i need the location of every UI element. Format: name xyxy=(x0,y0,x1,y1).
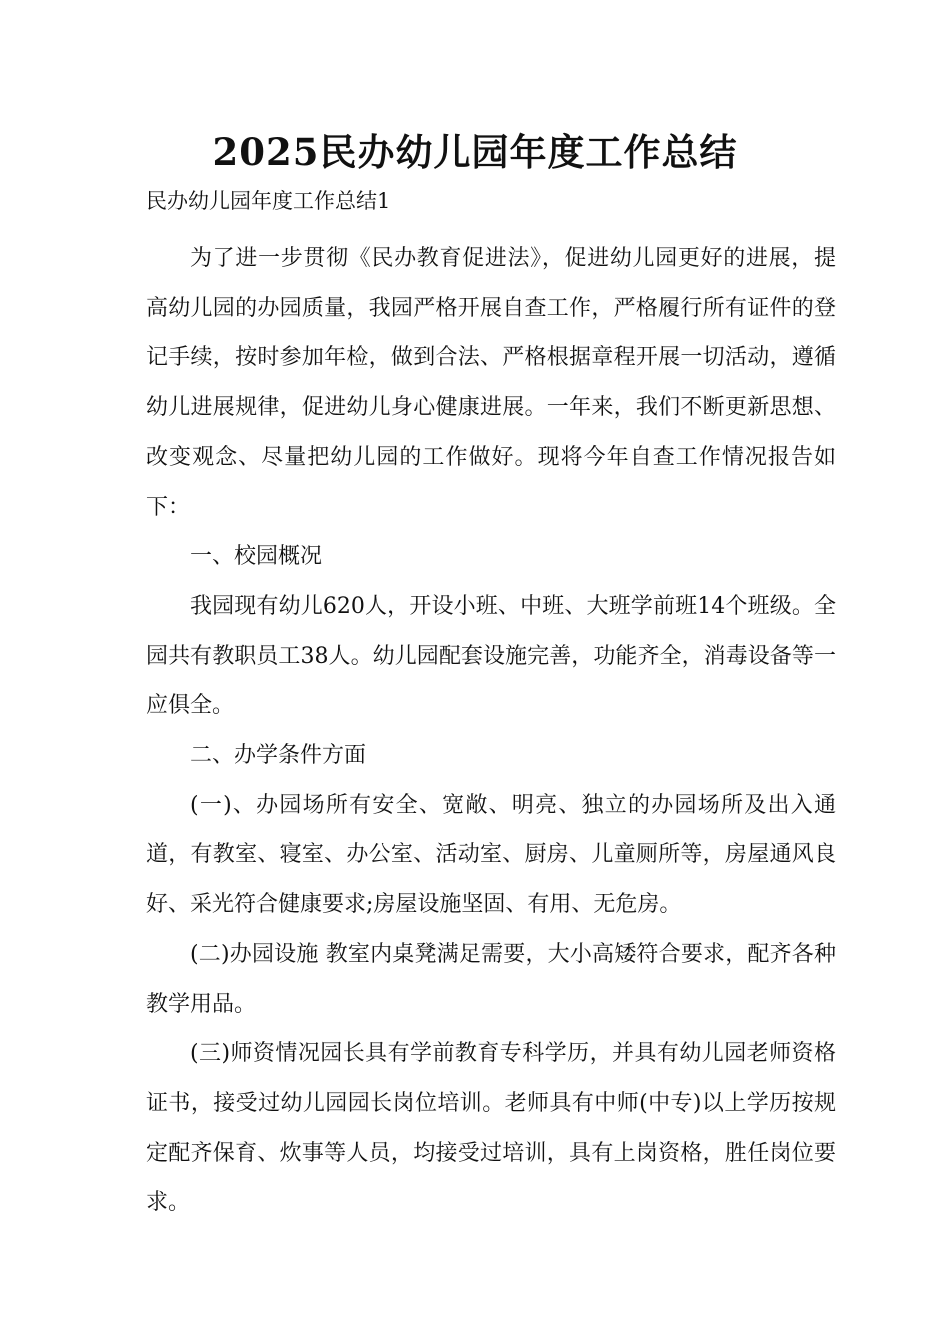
campus-overview-paragraph: 我园现有幼儿620人，开设小班、中班、大班学前班14个班级。全园共有教职员工38人。幼儿园配套设施完善，功能齐全，消毒设备等一应俱全。 xyxy=(146,593,836,719)
premises-paragraph: (一)、办园场所有安全、宽敞、明亮、独立的办园场所及出入通道，有教室、寝室、办公室、活动室、厨房、儿童厕所等，房屋通风良好、采光符合健康要求;房屋设施坚固、有用、无危房。 xyxy=(146,792,836,918)
document-body xyxy=(146,234,836,1228)
section-heading-school-conditions: 二、办学条件方面 xyxy=(190,743,367,769)
intro-paragraph: 为了进一步贯彻《民办教育促进法》，促进幼儿园更好的进展，提高幼儿园的办园质量，我园严格开展自查工作，严格履行所有证件的登记手续，按时参加年检，做到合法、严格根据章程开展一切活动，遵循幼儿进展规律，促进幼儿身心健康进展。一年来，我们不断更新思想、改变观念、尽量把幼儿园的工作做好。现将今年自查工作情况报告如下： xyxy=(146,246,836,520)
staffing-paragraph: (三)师资情况园长具有学前教育专科学历，并具有幼儿园老师资格证书，接受过幼儿园园长岗位培训。老师具有中师(中专)以上学历按规定配齐保育、炊事等人员，均接受过培训，具有上岗资格，胜任岗位要求。 xyxy=(146,1041,836,1216)
section-heading-campus-overview: 一、校园概况 xyxy=(190,544,323,570)
document-title: 2025民办幼儿园年度工作总结 xyxy=(212,130,738,174)
facilities-paragraph: (二)办园设施 教室内桌凳满足需要，大小高矮符合要求，配齐各种教学用品。 xyxy=(146,941,836,1017)
document-subtitle: 民办幼儿园年度工作总结1 xyxy=(146,189,391,213)
